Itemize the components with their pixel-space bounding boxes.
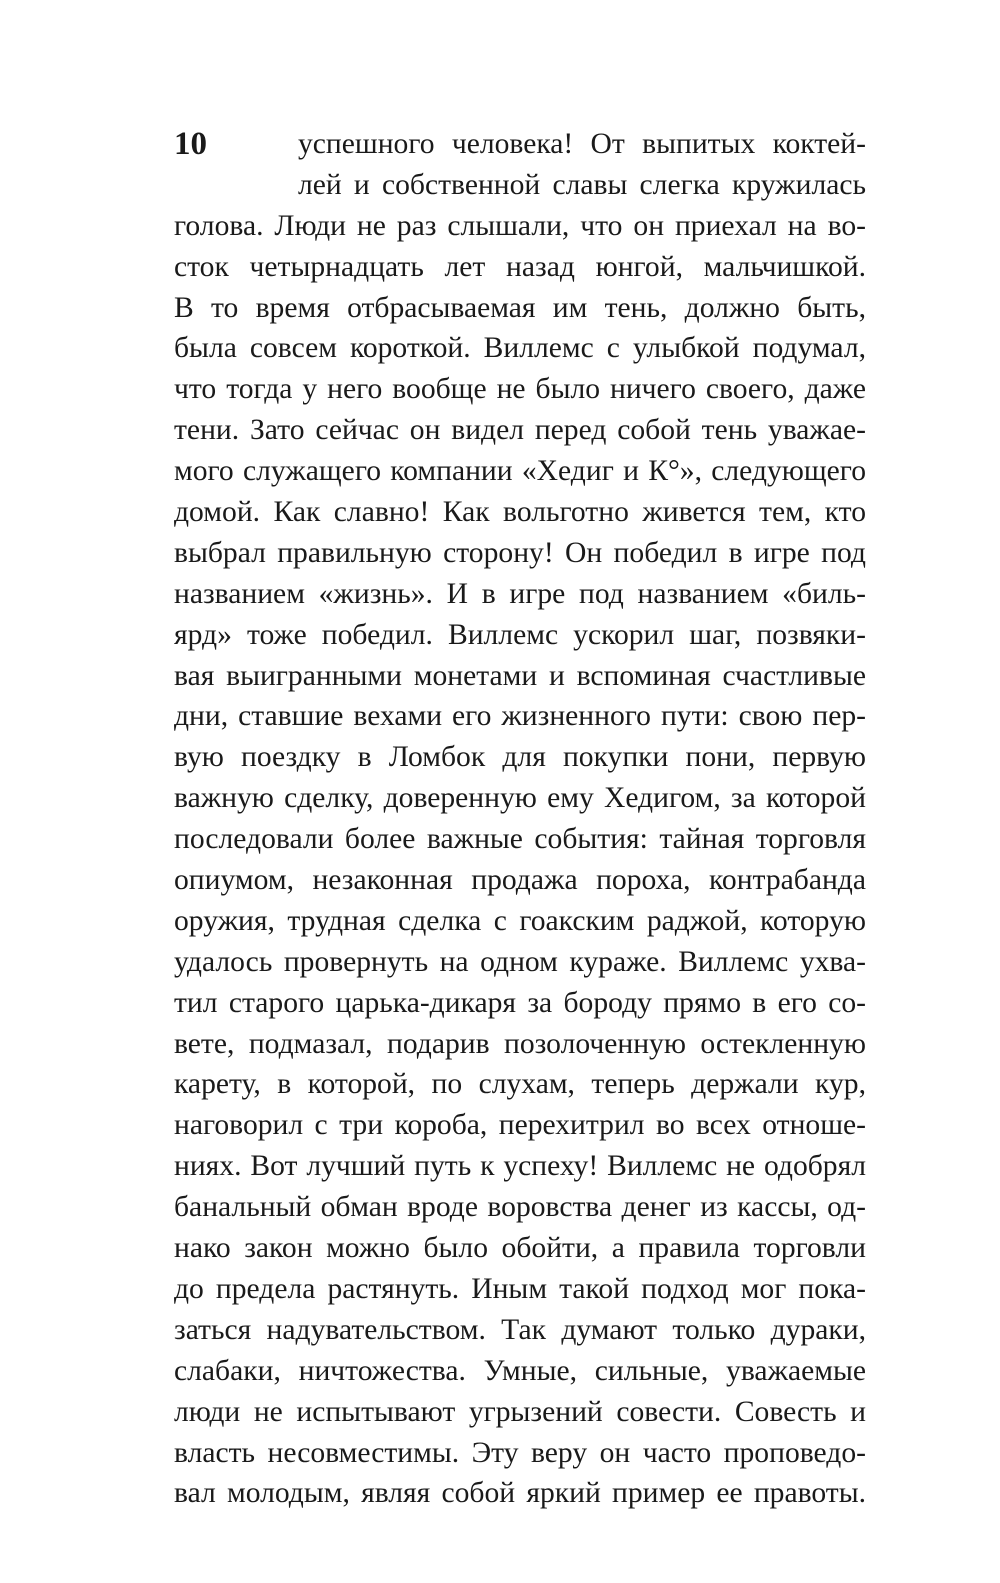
text-line: вая выигранными монетами и вспоминая счастливые xyxy=(174,659,866,692)
text-line: сток четырнадцать лет назад юнгой, мальчишкой. xyxy=(174,250,866,283)
text-line: домой. Как славно! Как вольготно живется тем, кто xyxy=(174,496,866,529)
page-number: 10 xyxy=(174,126,207,162)
text-line: была совсем короткой. Виллемс с улыбкой подумал, xyxy=(174,332,866,365)
text-line: вал молодым, являя собой яркий пример ее правоты. xyxy=(174,1477,866,1510)
text-line: вете, подмазал, подарив позолоченную остекленную xyxy=(174,1027,866,1060)
text-line: до предела растянуть. Иным такой подход мог пока- xyxy=(174,1272,866,1305)
text-line: тил старого царька-дикаря за бороду прямо в его со- xyxy=(174,986,866,1019)
text-line: ярд» тоже победил. Виллемс ускорил шаг, позвяки- xyxy=(174,618,866,651)
text-line: наговорил с три короба, перехитрил во всех отноше- xyxy=(174,1109,866,1142)
text-line: важную сделку, доверенную ему Хедигом, за которой xyxy=(174,782,866,815)
text-line: оружия, трудная сделка с гоакским раджой, которую xyxy=(174,904,866,937)
text-line: заться надувательством. Так думают только дураки, xyxy=(174,1313,866,1346)
text-line: опиумом, незаконная продажа пороха, контрабанда xyxy=(174,864,866,897)
text-line: карету, в которой, по слухам, теперь держали кур, xyxy=(174,1068,866,1101)
text-line: выбрал правильную сторону! Он победил в игре под xyxy=(174,536,866,569)
text-line: люди не испытывают угрызений совести. Совесть и xyxy=(174,1395,866,1428)
text-line: тени. Зато сейчас он видел перед собой тень уважае- xyxy=(174,414,866,447)
text-line: нако закон можно было обойти, а правила торговли xyxy=(174,1232,866,1265)
text-line: названием «жизнь». И в игре под названием «биль- xyxy=(174,577,866,610)
text-line: банальный обман вроде воровства денег из кассы, од- xyxy=(174,1191,866,1224)
text-line: что тогда у него вообще не было ничего своего, даже xyxy=(174,373,866,406)
text-line: власть несовместимы. Эту веру он часто проповедо- xyxy=(174,1436,866,1469)
text-line: В то время отбрасываемая им тень, должно быть, xyxy=(174,291,866,324)
text-line: лей и собственной славы слегка кружилась xyxy=(298,168,866,201)
text-line: слабаки, ничтожества. Умные, сильные, уважаемые xyxy=(174,1354,866,1387)
text-line: голова. Люди не раз слышали, что он приехал на во- xyxy=(174,209,866,242)
text-line: вую поездку в Ломбок для покупки пони, первую xyxy=(174,741,866,774)
text-line: удалось провернуть на одном кураже. Виллемс ухва- xyxy=(174,945,866,978)
text-body xyxy=(174,124,866,1514)
text-line: мого служащего компании «Хедиг и К°», следующего xyxy=(174,455,866,488)
text-line: дни, ставшие вехами его жизненного пути: свою пер- xyxy=(174,700,866,733)
text-line: успешного человека! От выпитых коктей- xyxy=(298,128,866,160)
text-line: ниях. Вот лучший путь к успеху! Виллемс не одобрял xyxy=(174,1150,866,1183)
text-line: последовали более важные события: тайная торговля xyxy=(174,823,866,856)
